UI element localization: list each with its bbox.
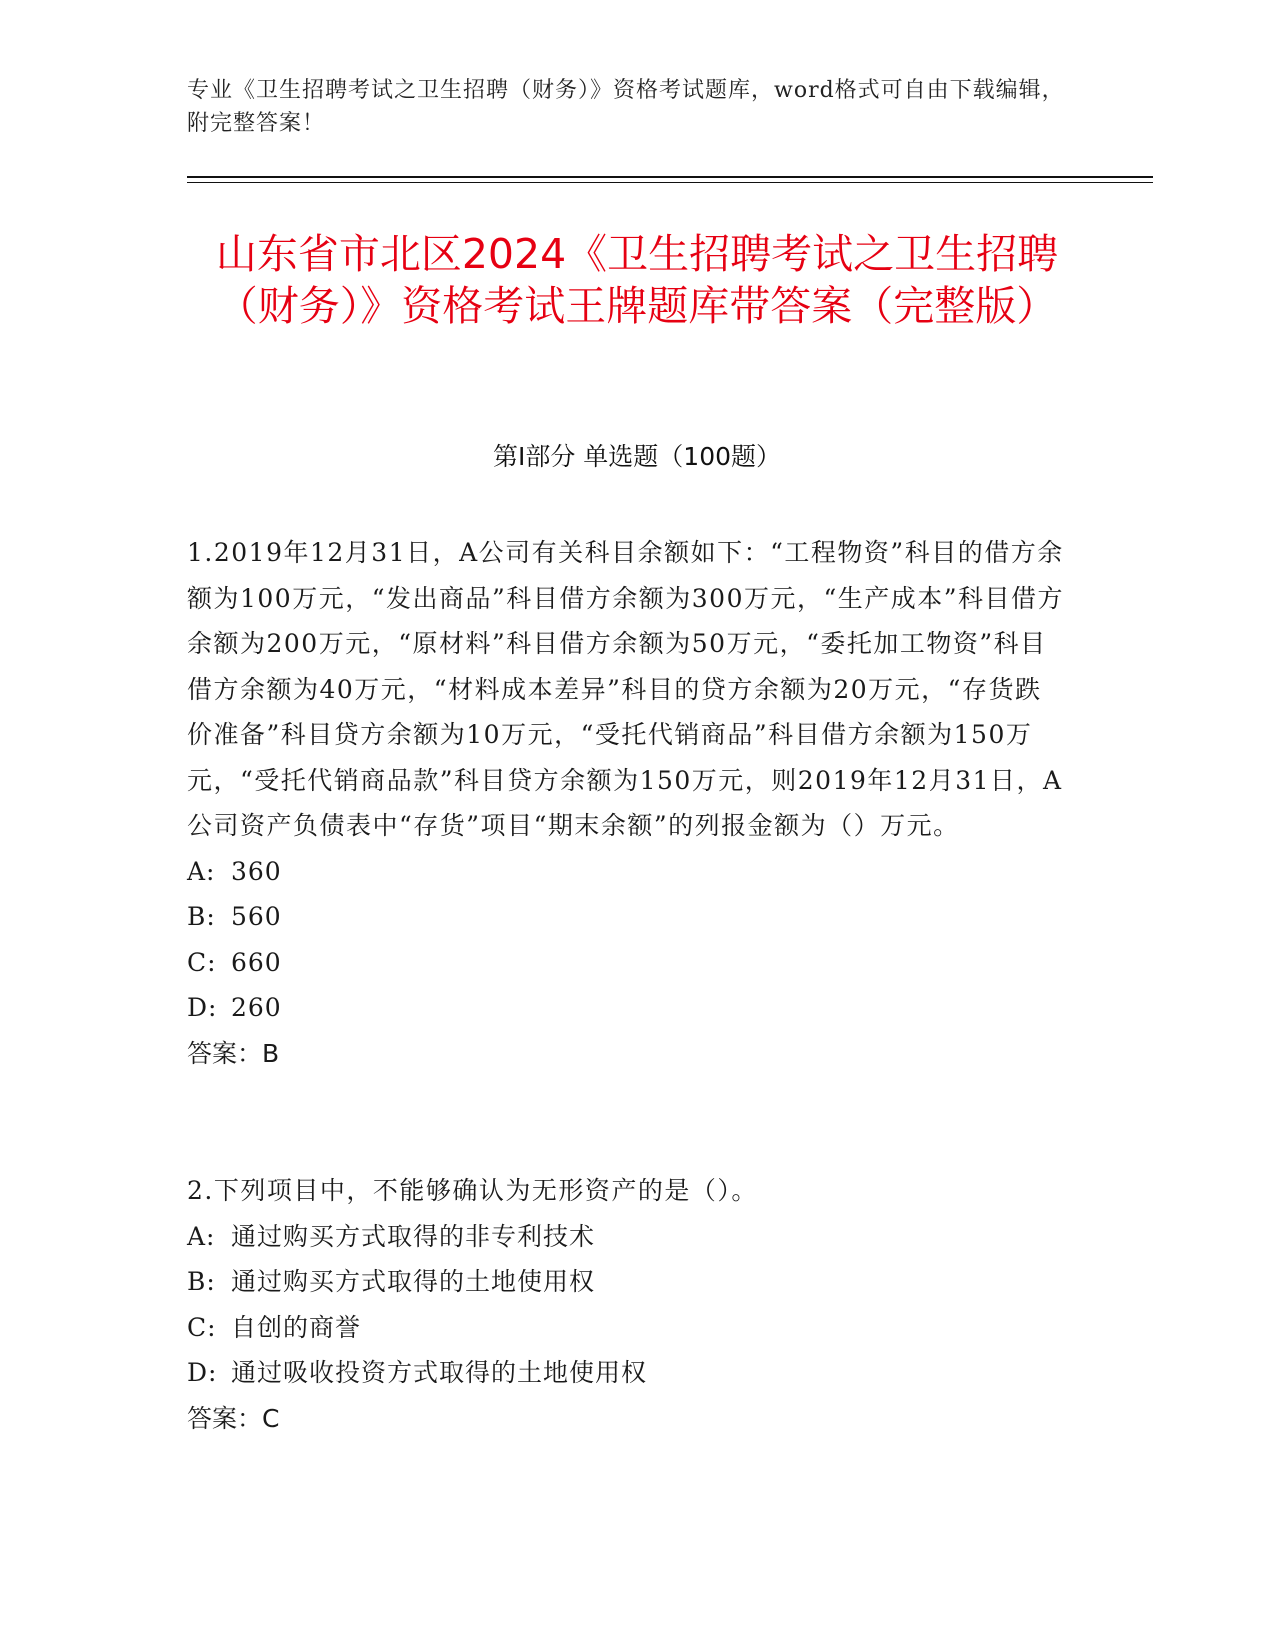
option-letter: B: <box>187 1267 216 1296</box>
option-letter: A: <box>187 1221 216 1251</box>
option-text: 560 <box>231 902 282 931</box>
document-title: 山东省市北区2024《卫生招聘考试之卫生招聘（财务）》资格考试王牌题库带答案（完整版） <box>215 230 1059 330</box>
option-text: 通过购买方式取得的非专利技术 <box>231 1221 596 1251</box>
option-a <box>187 849 1067 895</box>
header-note: 专业《卫生招聘考试之卫生招聘（财务）》资格考试题库，word格式可自由下载编辑，附完整答案！ <box>187 78 1065 136</box>
question-2 <box>187 1168 1067 1441</box>
option-a <box>187 1214 1067 1260</box>
option-c <box>187 940 1067 986</box>
option-text: 660 <box>231 947 282 977</box>
option-letter: C: <box>187 1312 217 1342</box>
option-text: 通过吸收投资方式取得的土地使用权 <box>231 1358 648 1387</box>
option-letter: C: <box>187 947 217 977</box>
header-divider-thick <box>187 176 1153 178</box>
option-text: 260 <box>231 993 282 1022</box>
option-letter: B: <box>187 902 216 931</box>
option-d <box>187 1350 1067 1396</box>
answer: 答案：B <box>187 1038 280 1068</box>
option-b <box>187 1259 1067 1305</box>
option-text: 360 <box>231 856 282 886</box>
option-c <box>187 1305 1067 1351</box>
answer: 答案：C <box>187 1403 280 1433</box>
question-stem: 1.2019年12月31日，A公司有关科目余额如下：“工程物资”科目的借方余额为100万元，“发出商品”科目借方余额为300万元，“生产成本”科目借方余额为200万元，“原材料”科目借方余额为50万元，“委托加工物资”科目借方余额为40万元，“材料成本差异”科目的贷方余额为20万元，“存货跌价准备”科目贷方余额为10万元，“受托代销商品”科目借方余额为150万元，“受托代销商品款”科目贷方余额为150万元，则2019年12月31日，A公司资产负债表中“存货”项目“期末余额”的列报金额为（）万元。 <box>187 538 1065 840</box>
option-letter: D: <box>187 1358 218 1387</box>
option-text: 自创的商誉 <box>231 1312 362 1342</box>
header-divider-thin <box>187 182 1153 183</box>
option-text: 通过购买方式取得的土地使用权 <box>231 1267 596 1296</box>
section-heading: 第Ⅰ部分 单选题（100题） <box>492 442 782 471</box>
question-stem: 2.下列项目中，不能够确认为无形资产的是（）。 <box>187 1176 758 1205</box>
option-letter: D: <box>187 993 218 1022</box>
option-b <box>187 894 1067 940</box>
option-letter: A: <box>187 856 216 886</box>
question-1 <box>187 530 1067 1076</box>
option-d <box>187 985 1067 1031</box>
